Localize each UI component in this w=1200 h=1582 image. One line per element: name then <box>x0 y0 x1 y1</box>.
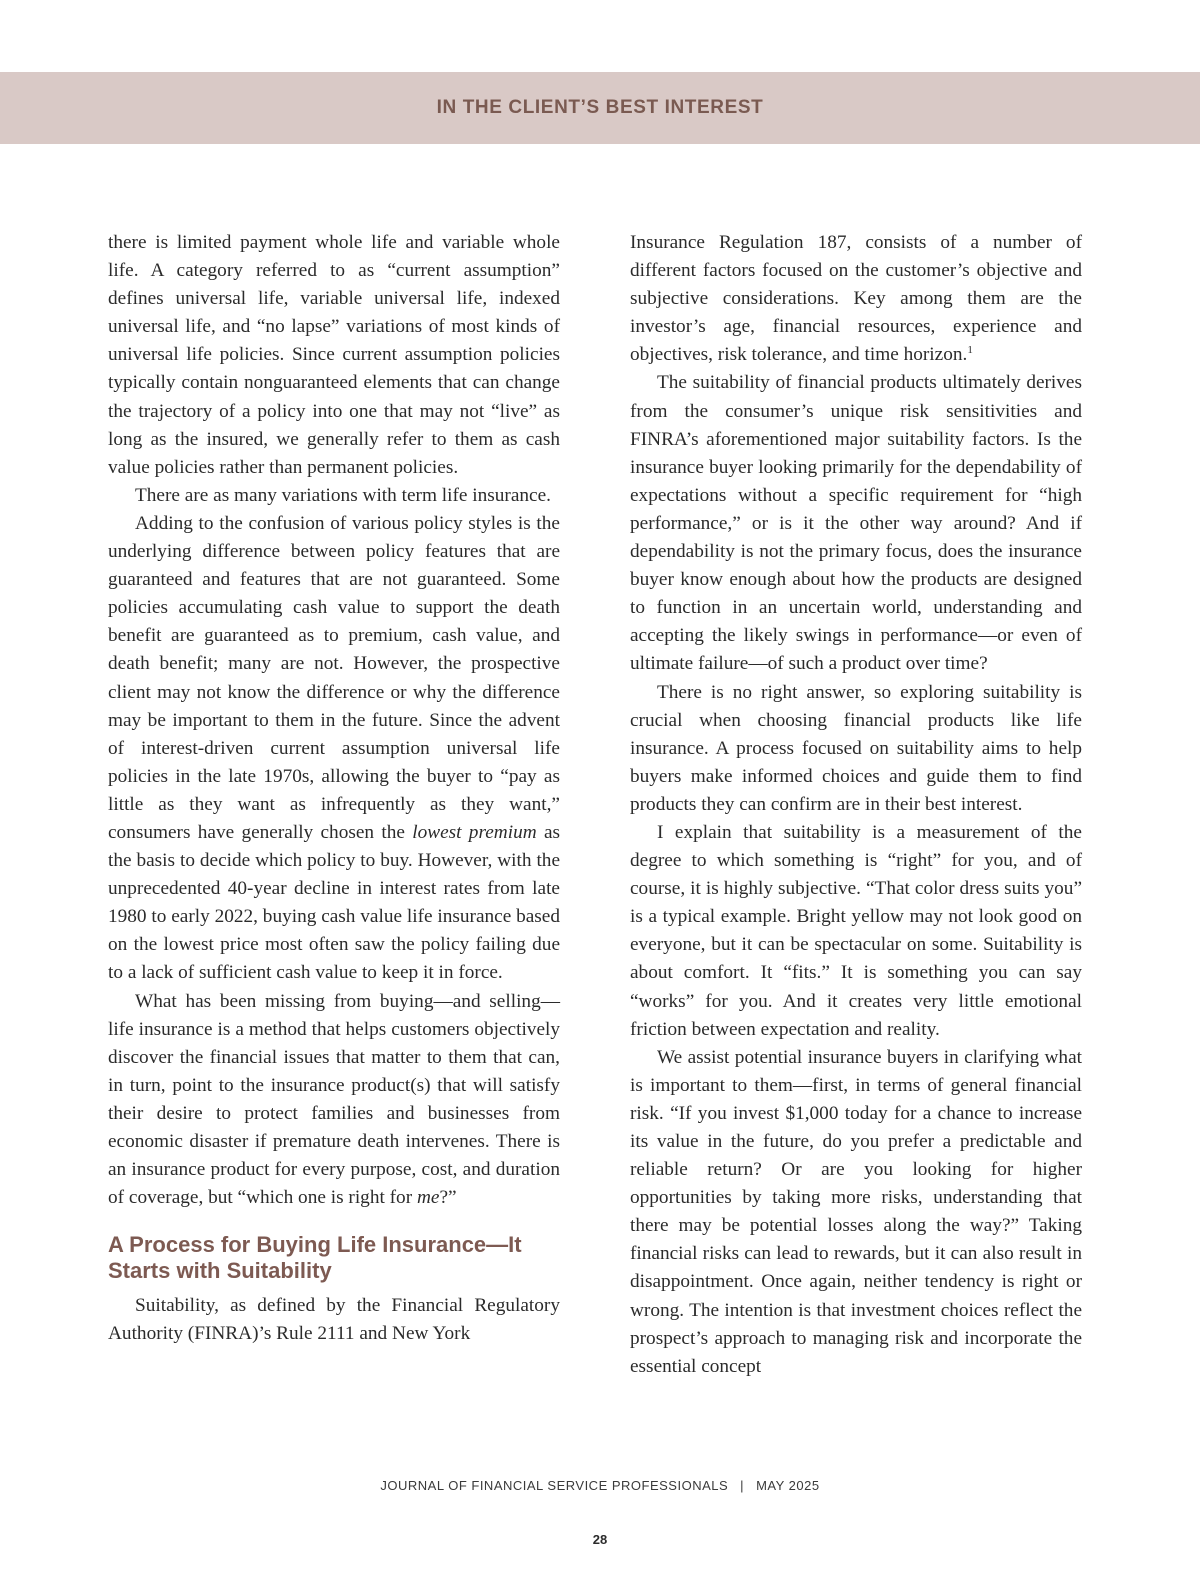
left-column <box>108 229 560 1348</box>
section-heading: A Process for Buying Life Insurance—It Starts with Suitability <box>108 1232 522 1284</box>
page-number: 28 <box>592 1532 608 1547</box>
emphasis-text: lowest premium <box>412 821 537 843</box>
journal-name: JOURNAL OF FINANCIAL SERVICE PROFESSIONALS <box>380 1478 729 1493</box>
paragraph: The suitability of financial products ultimately derives from the consumer’s unique risk sensitivities and FINRA’s aforementioned major suitability factors. Is the insurance buyer looking primarily for the dependability of expectations without a specific requirement for “high performance,” or is it the other way around? And if dependability is not the primary focus, does the insurance buyer know enough about how the products are designed to function in an uncertain world, understanding and accepting the likely swings in performance—or even of ultimate failure—of such a product over time? <box>630 372 1082 675</box>
emphasis-text: me <box>416 1187 440 1209</box>
paragraph: There is no right answer, so exploring suitability is crucial when choosing financial products like life insurance. A process focused on suitability aims to help buyers make informed choices and guide them to find products they can confirm are in their best interest. <box>630 681 1082 815</box>
page-footer <box>0 1478 1200 1493</box>
paragraph: Suitability, as defined by the Financial Regulatory Authority (FINRA)’s Rule 2111 and New York <box>108 1295 560 1345</box>
right-column <box>630 229 1082 1381</box>
paragraph: there is limited payment whole life and variable whole life. A category referred to as “current assumption” defines universal life, variable universal life, indexed universal life, and “no lapse” variations of most kinds of universal life policies. Since current assumption policies typically contain nonguaranteed elements that can change the trajectory of a policy into one that may not “live” as long as the insured, we generally refer to them as cash value policies rather than permanent policies. <box>108 232 560 478</box>
paragraph <box>108 510 560 988</box>
issue-date: MAY 2025 <box>756 1478 820 1493</box>
running-header-title: IN THE CLIENT’S BEST INTEREST <box>436 97 764 118</box>
paragraph: I explain that suitability is a measurement of the degree to which something is “right” for you, and of course, it is highly subjective. “That color dress suits you” is a typical example. Bright yellow may not look good on everyone, but it can be spectacular on some. Suitability is about comfort. It “fits.” It is something you can say “works” for you. And it creates very little emotional friction between expectation and reality. <box>630 821 1082 1040</box>
paragraph <box>630 229 1082 369</box>
paragraph: There are as many variations with term life insurance. <box>135 484 551 506</box>
paragraph-text: as the basis to decide which policy to buy. However, with the unprecedented 40-year decline in interest rates from late 1980 to early 2022, buying cash value life insurance based on the lowest price most often saw the policy failing due to a lack of sufficient cash value to keep it in force. <box>108 821 561 984</box>
footer-separator: | <box>740 1478 745 1493</box>
footnote-marker[interactable]: 1 <box>967 344 973 357</box>
running-header-band <box>0 72 1200 144</box>
paragraph-text: What has been missing from buying—and selling—life insurance is a method that helps customers objectively discover the financial issues that matter to them that can, in turn, point to the insurance product(s) that will satisfy their desire to protect families and businesses from economic disaster if premature death intervenes. There is an insurance product for every purpose, cost, and duration of coverage, but “which one is right for <box>108 990 560 1209</box>
paragraph-text: Adding to the confusion of various policy styles is the underlying difference between policy features that are guaranteed and features that are not guaranteed. Some policies accumulating cash value to support the death benefit are guaranteed as to premium, cash value, and death benefit; many are not. However, the prospective client may not know the difference or why the difference may be important to them in the future. Since the advent of interest-driven current assumption universal life policies in the late 1970s, allowing the buyer to “pay as little as they want as infrequently as they want,” consumers have generally chosen the <box>108 512 560 843</box>
paragraph-text: ?” <box>439 1187 457 1209</box>
paragraph-text: Insurance Regulation 187, consists of a number of different factors focused on the customer’s objective and subjective considerations. Key among them are the investor’s age, financial resources, experience and objectives, risk tolerance, and time horizon. <box>630 232 1082 366</box>
paragraph <box>108 988 560 1213</box>
paragraph: We assist potential insurance buyers in clarifying what is important to them—first, in terms of general financial risk. “If you invest $1,000 today for a chance to increase its value in the future, do you prefer a predictable and reliable return? Or are you looking for higher opportunities by taking more risks, understanding that there may be potential losses along the way?” Taking financial risks can lead to rewards, but it can also result in disappointment. Once again, neither tendency is right or wrong. The intention is that investment choices reflect the prospect’s approach to managing risk and incorporate the essential concept <box>630 1046 1082 1377</box>
